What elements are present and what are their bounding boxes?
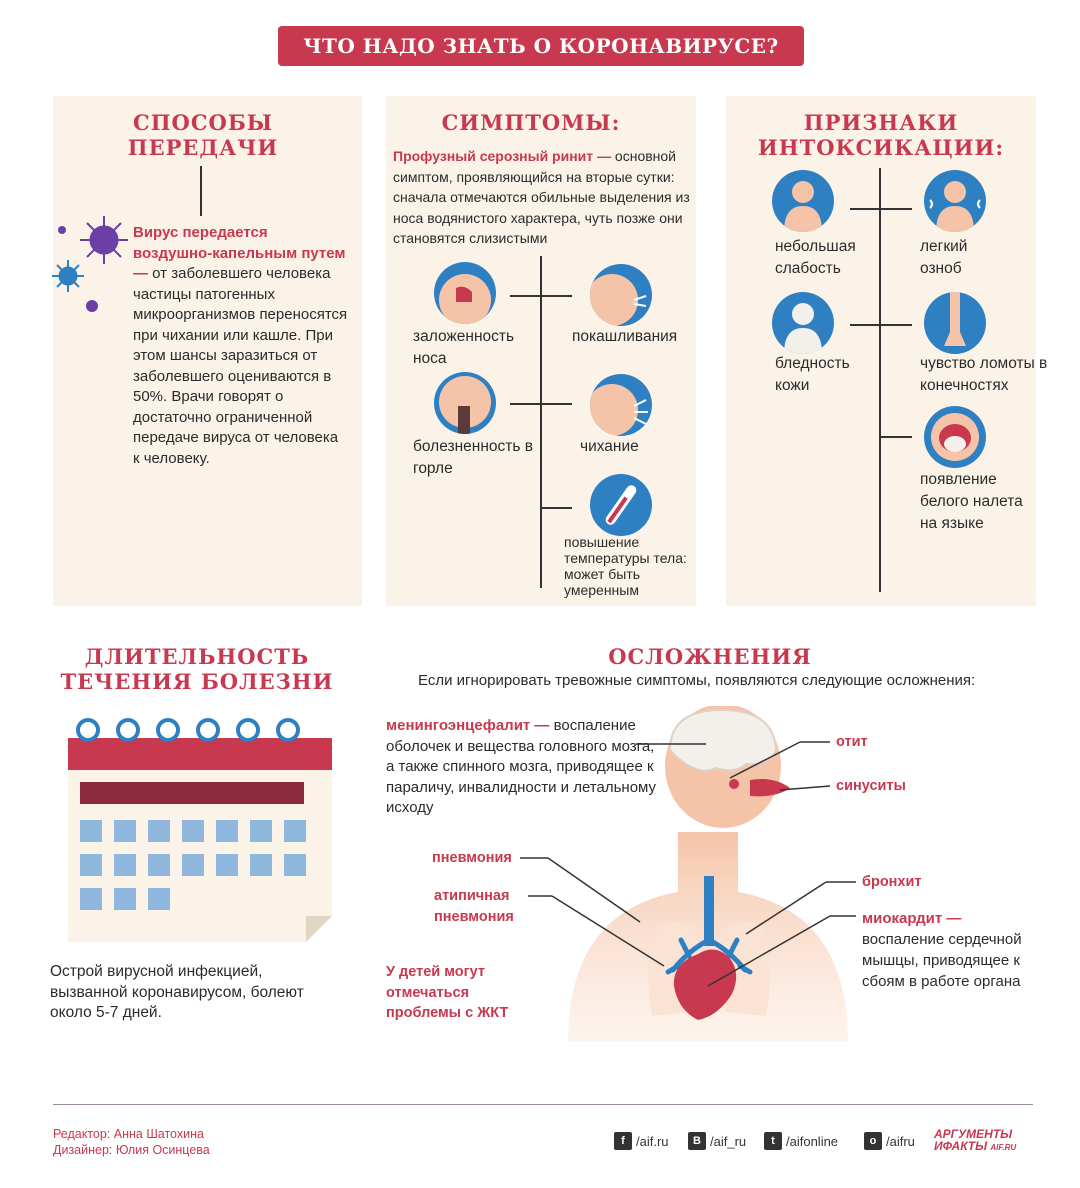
duration-title xyxy=(52,644,342,694)
symptoms-branch-3 xyxy=(540,507,572,509)
intoxication-title-line1: ПРИЗНАКИ xyxy=(803,110,959,135)
pneumonia-label: пневмония xyxy=(432,850,512,866)
intoxication-branch-2 xyxy=(850,324,912,326)
editor-credit: Редактор: Анна Шатохина xyxy=(53,1127,204,1141)
symptom-label-sneeze: чихание xyxy=(580,438,639,455)
intoxication-branch-1 xyxy=(850,208,912,210)
tongue-icon xyxy=(924,406,986,468)
transmission-title-line2: ПЕРЕДАЧИ xyxy=(127,135,279,160)
social-odnoklassniki-handle: /aifru xyxy=(886,1133,915,1149)
virus-icon xyxy=(52,210,132,320)
designer-credit: Дизайнер: Юлия Осинцева xyxy=(53,1143,210,1157)
calendar-icon xyxy=(66,716,336,942)
intoxication-title xyxy=(726,110,1036,160)
throat-icon xyxy=(434,372,496,434)
social-vk-handle: /aif_ru xyxy=(710,1133,747,1149)
otitis-label: отит xyxy=(836,734,868,750)
nose-icon xyxy=(434,262,496,324)
symptoms-intro xyxy=(393,146,691,249)
vk-icon: B xyxy=(688,1132,706,1150)
atypical-pneumonia-label: атипичная пневмония xyxy=(434,888,514,925)
symptoms-intro-highlight: Профузный серозный ринит — xyxy=(393,148,612,164)
children-gi-note: У детей могут отмечаться проблемы с ЖКТ xyxy=(386,964,509,1021)
complications-intro: Если игнорировать тревожные симптомы, появляются следующие осложнения: xyxy=(418,672,976,689)
intox-label-weakness: небольшая слабость xyxy=(775,238,856,277)
bronchitis-label: бронхит xyxy=(862,874,922,890)
weakness-icon xyxy=(772,170,834,232)
credits xyxy=(53,1126,210,1158)
intox-label-tongue: появление белого налета на языке xyxy=(920,471,1023,532)
social-twitter-handle: /aifonline xyxy=(786,1133,839,1149)
social-twitter[interactable] xyxy=(764,1132,838,1150)
symptoms-tree-trunk xyxy=(540,256,542,588)
symptoms-intro-body: основной симптом, проявляющийся на вторые сутки: сначала отмечаются обильные выделения из носа водянистого характера, чуть позже они становятся слизистыми xyxy=(393,148,690,246)
symptoms-branch-1 xyxy=(510,295,572,297)
social-facebook[interactable] xyxy=(614,1132,669,1150)
aif-logo-line1: АРГУМЕНТЫ xyxy=(934,1127,1013,1141)
symptom-label-cough: покашливания xyxy=(572,328,678,345)
myocarditis-text xyxy=(862,908,1052,992)
aif-logo-site: AIF.RU xyxy=(990,1143,1017,1152)
intox-label-aching: чувство ломоты в конечностях xyxy=(920,355,1048,394)
duration-title-line1: ДЛИТЕЛЬНОСТЬ xyxy=(84,644,310,669)
intoxication-title-line2: ИНТОКСИКАЦИИ: xyxy=(757,135,1005,160)
meningoencephalitis-label: менингоэнцефалит — xyxy=(386,717,550,734)
transmission-text xyxy=(133,223,348,469)
transmission-connector xyxy=(200,166,202,216)
sinusitis-label: синуситы xyxy=(836,778,906,794)
cough-icon xyxy=(590,264,652,326)
aif-logo-line2: ИФАКТЫ xyxy=(934,1139,988,1153)
pale-skin-icon xyxy=(772,292,834,354)
aching-limbs-icon xyxy=(924,292,986,354)
page-title-banner: ЧТО НАДО ЗНАТЬ О КОРОНАВИРУСЕ? xyxy=(278,26,804,66)
twitter-icon: t xyxy=(764,1132,782,1150)
footer-divider xyxy=(53,1104,1033,1105)
duration-title-line2: ТЕЧЕНИЯ БОЛЕЗНИ xyxy=(60,669,334,694)
chills-icon xyxy=(924,170,986,232)
odnoklassniki-icon: o xyxy=(864,1132,882,1150)
symptom-label-nose: заложенность носа xyxy=(413,328,515,367)
thermometer-icon xyxy=(590,474,652,536)
transmission-text-highlight: Вирус передается воздушно-капельным путем — xyxy=(133,224,346,282)
sneeze-icon xyxy=(590,374,652,436)
social-odnoklassniki[interactable] xyxy=(864,1132,915,1150)
transmission-title-line1: СПОСОБЫ xyxy=(132,110,274,135)
facebook-icon: f xyxy=(614,1132,632,1150)
aif-logo[interactable] xyxy=(934,1128,1034,1154)
myocarditis-desc: воспаление сердечной мышцы, приводящее к сбоям в работе органа xyxy=(862,931,1022,990)
meningoencephalitis-text xyxy=(386,716,658,819)
social-vk[interactable] xyxy=(688,1132,746,1150)
complications-title: ОСЛОЖНЕНИЯ xyxy=(608,644,812,669)
duration-text: Острой вирусной инфекцией, вызванной коронавирусом, болеют около 5-7 дней. xyxy=(50,963,304,1021)
social-facebook-handle: /aif.ru xyxy=(636,1133,669,1149)
symptoms-branch-2 xyxy=(510,403,572,405)
intoxication-branch-3 xyxy=(879,436,912,438)
symptoms-title: СИМПТОМЫ: xyxy=(441,110,621,135)
myocarditis-label: миокардит — xyxy=(862,910,962,927)
meningoencephalitis-desc: воспаление оболочек и вещества головного мозга, а также спинного мозга, приводящее к параличу, инвалидности и летальному исходу xyxy=(386,717,657,816)
symptom-label-throat: болезненность в горле xyxy=(413,438,533,477)
intox-label-chills: легкий озноб xyxy=(920,238,968,277)
intoxication-tree-trunk xyxy=(879,168,881,592)
symptom-label-temperature: повышение температуры тела: может быть умеренным xyxy=(564,534,687,598)
intox-label-pale: бледность кожи xyxy=(775,355,850,394)
transmission-text-body: от заболевшего человека частицы патогенных микроорганизмов переносятся при чихании или кашле. При этом шансы заразиться от заболевшего оцениваются в 50%. Врачи говорят о достаточно ограниченной передаче вируса от человека к человеку. xyxy=(133,265,348,467)
transmission-title xyxy=(53,110,353,160)
